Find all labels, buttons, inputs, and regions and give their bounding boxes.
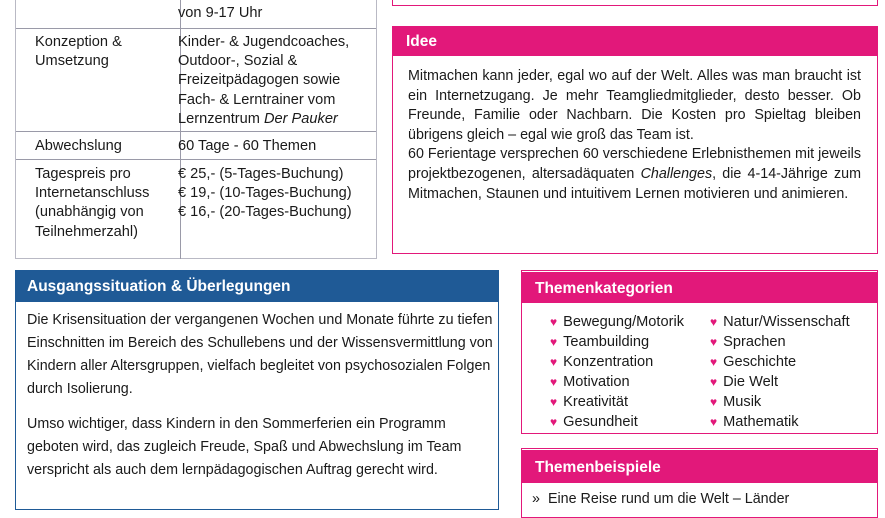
category-label: Sprachen	[723, 334, 786, 350]
category-list-left	[550, 312, 684, 432]
heart-icon: ♥	[550, 395, 558, 409]
heart-icon: ♥	[710, 315, 718, 329]
cell-text-italic: Der Pauker	[263, 110, 338, 127]
ausgangssituation-paragraph-2: Umso wichtiger, dass Kindern in den Sommerferien ein Programm geboten wird, das zugleich Freude, Spaß und Abwechslung im Team verspricht als auch dem lernpädagogischen Auftrag gerecht wird.	[27, 416, 462, 478]
category-label: Die Welt	[723, 374, 779, 390]
info-table	[15, 0, 377, 259]
table-cell	[178, 33, 374, 129]
category-label: Geschichte	[723, 354, 797, 370]
heart-icon: ♥	[710, 395, 718, 409]
list-item	[550, 412, 684, 432]
ausgangssituation-paragraph-1: Die Krisensituation der vergangenen Wochen und Monate führte zu tiefen Einschnitten im Bereich des Schullebens und der Wissensvermittlung von Kindern aller Altersgruppen, vielfach begleitet von psychosozialen Folgen durch Isolierung.	[27, 312, 493, 397]
list-item	[710, 332, 850, 352]
category-label: Natur/Wissenschaft	[723, 314, 850, 330]
ausgangssituation-box	[15, 270, 499, 510]
cell-line: Teilnehmerzahl)	[35, 223, 139, 240]
idee-header: Idee	[393, 27, 877, 56]
category-label: Gesundheit	[563, 414, 638, 430]
table-cell	[35, 165, 175, 242]
heart-icon: ♥	[550, 375, 558, 389]
example-label: Eine Reise rund um die Welt – Länder	[547, 491, 790, 507]
table-cell: Konzeption & Umsetzung	[35, 34, 122, 70]
idee-paragraph-1: Mitmachen kann jeder, egal wo auf der Welt. Alles was man braucht ist ein Internetzugang. Je mehr Teamgliedmitglieder, desto besser. Ob Freunde, Familie oder Nachbarn. Die Kosten pro Spieltag bleiben übrigens gleich – egal wie groß das Team ist.	[408, 68, 861, 143]
table-cell	[178, 165, 374, 223]
heart-icon: ♥	[550, 335, 558, 349]
price-line: € 19,- (10-Tages-Buchung)	[178, 185, 352, 202]
idee-paragraph-2	[408, 145, 861, 204]
bullet-icon: »	[532, 491, 540, 507]
price-line: € 25,- (5-Tages-Buchung)	[178, 166, 344, 182]
category-label: Teambuilding	[563, 334, 650, 350]
text-run-italic: Challenges	[640, 165, 713, 182]
list-item	[550, 372, 684, 392]
table-row	[16, 159, 376, 259]
list-item	[550, 352, 684, 372]
table-cell: Abwechslung	[35, 138, 122, 154]
themenkategorien-box	[521, 270, 878, 434]
heart-icon: ♥	[550, 415, 558, 429]
list-item	[532, 491, 789, 507]
cell-line: Tagespreis pro	[35, 166, 131, 182]
idee-box	[392, 26, 878, 254]
list-item	[550, 312, 684, 332]
table-cell: von 9-17 Uhr	[178, 5, 263, 21]
heart-icon: ♥	[710, 355, 718, 369]
category-label: Mathematik	[723, 414, 799, 430]
heart-icon: ♥	[550, 355, 558, 369]
list-item	[710, 392, 850, 412]
heart-icon: ♥	[550, 315, 558, 329]
category-list-right	[710, 312, 850, 432]
table-row	[16, 0, 376, 27]
heart-icon: ♥	[710, 375, 718, 389]
list-item	[710, 412, 850, 432]
table-row	[16, 28, 376, 132]
table-row	[16, 131, 376, 159]
table-cell: 60 Tage - 60 Themen	[178, 138, 317, 154]
pink-box-top-fragment	[392, 0, 878, 6]
ausgangssituation-header: Ausgangssituation & Überlegungen	[16, 271, 498, 302]
list-item	[710, 352, 850, 372]
category-label: Kreativität	[563, 394, 629, 410]
heart-icon: ♥	[710, 415, 718, 429]
themenbeispiele-box	[521, 448, 878, 518]
category-label: Konzentration	[563, 354, 654, 370]
list-item	[550, 332, 684, 352]
cell-text: Kinder- & Jugendcoaches, Outdoor-, Sozial & Freizeitpädagogen sowie Fach- & Lerntrainer vom Lernzentrum	[178, 34, 350, 127]
text-run: , die 4-14-Jährige zum Mitmachen, Staunen und intuitivem Lernen motivieren und animieren.	[408, 165, 861, 202]
list-item	[710, 312, 850, 332]
text-run: 60 Ferientage versprechen 60 verschiedene Erlebnisthemen mit jeweils projektbezogenen, altersadäquaten	[408, 146, 861, 182]
list-item	[550, 392, 684, 412]
themenkategorien-header: Themenkategorien	[522, 272, 877, 303]
price-line: € 16,- (20-Tages-Buchung)	[178, 204, 352, 221]
cell-line: Internetanschluss	[35, 185, 150, 202]
category-label: Bewegung/Motorik	[563, 314, 684, 330]
category-label: Musik	[723, 394, 762, 410]
heart-icon: ♥	[710, 335, 718, 349]
category-label: Motivation	[563, 374, 630, 390]
idee-text	[408, 67, 861, 204]
list-item	[710, 372, 850, 392]
themenbeispiele-header: Themenbeispiele	[522, 450, 877, 483]
cell-line: (unabhängig von	[35, 204, 144, 221]
